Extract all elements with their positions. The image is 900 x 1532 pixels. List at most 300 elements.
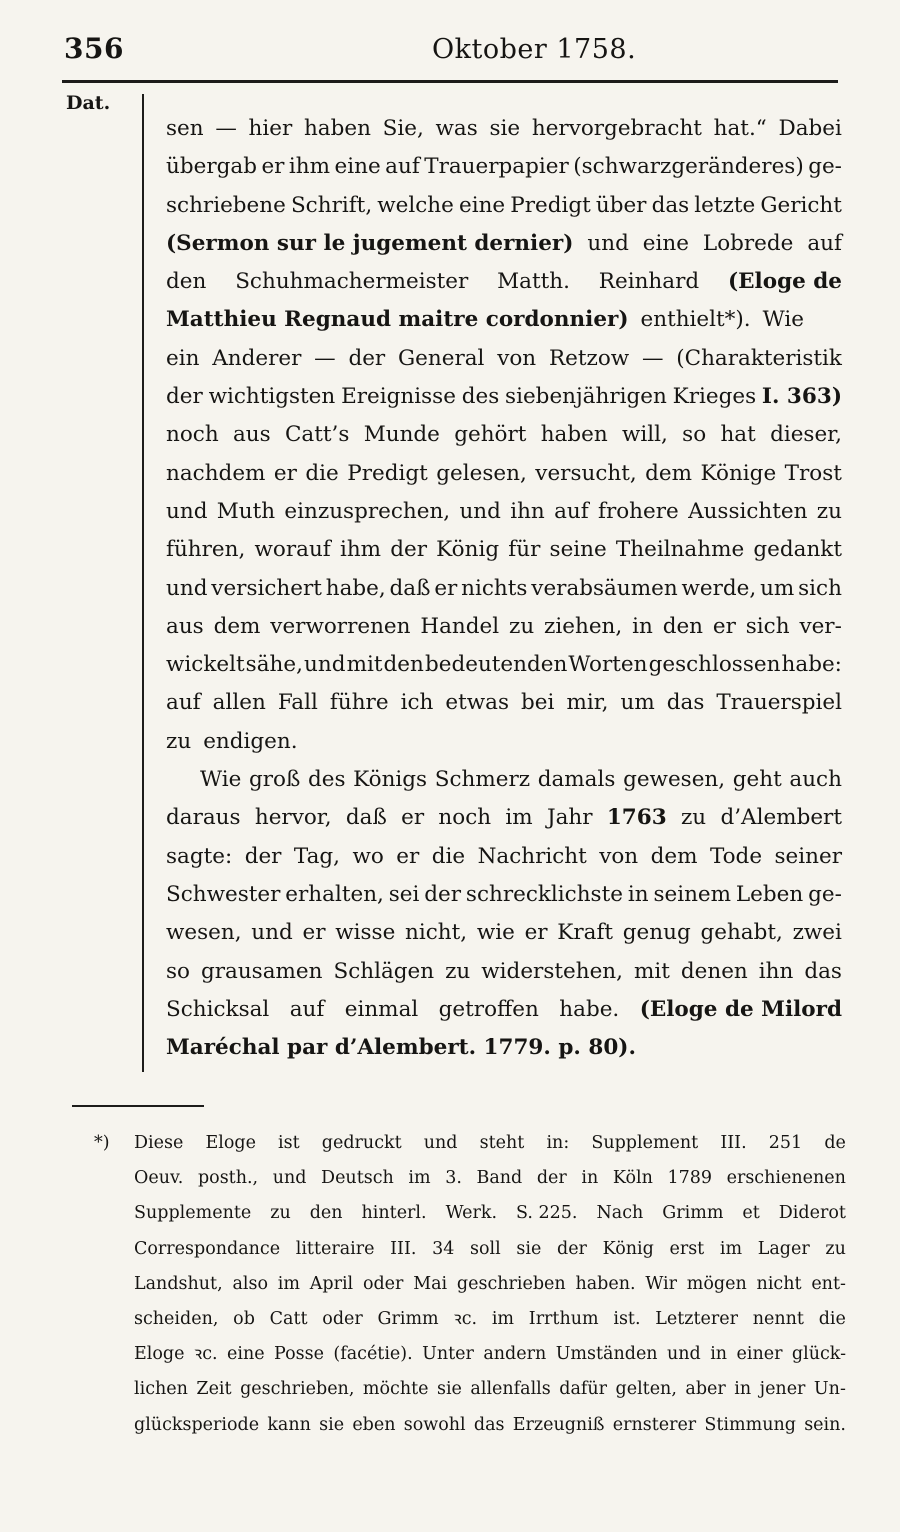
word: glück- — [791, 1344, 846, 1365]
word: Nach — [596, 1203, 644, 1224]
word: allenfalls — [470, 1379, 551, 1400]
word: seine — [549, 537, 607, 563]
word: eine — [458, 192, 506, 218]
margin-rule — [142, 94, 144, 1072]
text-line — [166, 263, 842, 301]
margin-date-label: Dat. — [66, 92, 111, 114]
word: um — [620, 690, 655, 716]
text-line — [166, 187, 842, 225]
word: auf — [554, 498, 589, 524]
word: und — [304, 652, 346, 678]
word: 1763 — [606, 805, 667, 831]
word: haben — [540, 422, 608, 448]
word: im — [277, 1273, 300, 1294]
word: posth., — [197, 1168, 259, 1189]
word: Sie, — [382, 116, 424, 141]
word: Werk. — [445, 1203, 498, 1224]
text-line — [166, 570, 842, 608]
word: erhalten, — [285, 881, 384, 907]
word: Landshut, — [134, 1273, 223, 1294]
word: er — [396, 843, 420, 869]
word: zu — [445, 958, 471, 984]
text-line — [166, 148, 842, 186]
word: der — [244, 843, 282, 869]
word: Dabei — [778, 116, 842, 141]
word: Lager — [757, 1238, 810, 1259]
word: frohere — [598, 498, 679, 524]
word: das — [804, 958, 842, 984]
word: und — [667, 1344, 701, 1365]
word: mögen — [686, 1273, 747, 1294]
word: versucht, — [535, 460, 637, 486]
word: Jahr — [546, 805, 593, 831]
word: und — [587, 230, 629, 256]
word: sen — [166, 116, 204, 141]
word: hervorgebracht — [531, 116, 702, 141]
word: Supplement — [591, 1133, 699, 1153]
word: und — [166, 498, 208, 524]
word: ist. — [613, 1308, 641, 1329]
word: hat — [720, 422, 756, 448]
word: ihm — [339, 537, 382, 563]
word: den — [166, 269, 207, 295]
word: der — [166, 384, 203, 410]
word: lichen — [134, 1379, 188, 1400]
word: haben. — [575, 1273, 636, 1294]
word: will, — [622, 422, 668, 448]
word: nichts — [461, 575, 528, 601]
word: Leben — [735, 881, 804, 907]
word: allen — [212, 690, 266, 716]
word: König — [602, 1238, 654, 1259]
word: sei — [388, 881, 420, 907]
word: Muth — [216, 498, 276, 524]
word: erst — [669, 1238, 705, 1259]
word: gedruckt — [321, 1133, 402, 1153]
page-header — [64, 30, 836, 70]
word: zu — [816, 498, 842, 524]
word: eine — [642, 230, 689, 256]
word: Grimm — [662, 1203, 724, 1224]
text-line — [166, 608, 842, 646]
text-line — [166, 378, 842, 416]
word: sein. — [804, 1414, 846, 1435]
word: III. — [720, 1133, 747, 1153]
word: Eloge — [134, 1344, 185, 1365]
word: Diese — [134, 1133, 184, 1153]
word: wichtigsten — [208, 384, 336, 410]
word: litteraire — [295, 1238, 375, 1259]
text-line — [134, 1267, 846, 1302]
word: Supplemente — [134, 1203, 252, 1224]
word: zu — [509, 613, 535, 639]
footnote-rule — [72, 1105, 204, 1107]
word: im — [491, 1308, 515, 1329]
word: S. 225. — [516, 1203, 578, 1224]
text-line — [134, 1196, 846, 1231]
word: ihm — [288, 154, 331, 180]
word: wickelt — [166, 652, 245, 678]
word: verworrenen — [270, 613, 411, 639]
word: Aussichten — [688, 498, 808, 524]
word: wesen, — [166, 920, 242, 946]
word: er — [401, 805, 425, 831]
word: dafür — [559, 1379, 608, 1400]
word: siebenjährigen — [505, 384, 667, 410]
word: ein — [166, 345, 200, 371]
word: welche — [377, 192, 454, 218]
word: hervor, — [254, 805, 332, 831]
word: Deutsch — [321, 1168, 394, 1189]
word: Schuhmachermeister — [235, 269, 469, 295]
word: sich — [745, 613, 790, 639]
word: Theilnahme — [615, 537, 745, 563]
word: Anderer — [212, 345, 302, 371]
word: Retzow — [548, 345, 630, 371]
word: (Eloge de Milord — [639, 996, 842, 1022]
word: gehabt, — [700, 920, 783, 946]
word: de — [824, 1133, 846, 1153]
word: nennt — [752, 1308, 804, 1329]
text-line — [166, 953, 842, 991]
word: und — [272, 1168, 307, 1189]
word: im — [719, 1238, 743, 1259]
word: was — [435, 116, 478, 141]
word: auf — [166, 690, 201, 716]
word: und — [251, 920, 293, 946]
word: in: — [546, 1133, 570, 1153]
text-line — [134, 1372, 846, 1407]
word: im — [505, 805, 533, 831]
word: ernsterer — [612, 1414, 697, 1435]
word: Matthieu Regnaud maitre cordonnier) — [166, 307, 629, 333]
word: Nachricht — [477, 843, 587, 869]
word: denen — [680, 958, 748, 984]
word: — — [641, 345, 664, 371]
word: 1789 — [667, 1168, 713, 1189]
word: letzte — [694, 192, 756, 218]
word: auf — [807, 230, 842, 256]
page-number: 356 — [64, 32, 124, 65]
word: der — [536, 1168, 567, 1189]
word: in — [581, 1168, 599, 1189]
word: von — [599, 843, 639, 869]
word: gewesen, — [623, 767, 726, 793]
footnote — [96, 1126, 846, 1443]
word: sie — [489, 116, 521, 141]
word: mir, — [566, 690, 609, 716]
word: Posse — [274, 1344, 324, 1365]
word: damals — [537, 767, 616, 793]
word: Irrthum — [528, 1308, 599, 1329]
word: geht — [732, 767, 782, 793]
text-line — [166, 531, 842, 569]
word: glücksperiode — [134, 1414, 260, 1435]
word: Tag, — [293, 843, 340, 869]
word: zu — [166, 728, 192, 754]
word: soll — [470, 1238, 501, 1259]
word: auch — [789, 767, 842, 793]
word: aus — [232, 422, 271, 448]
word: Eloge — [205, 1133, 256, 1153]
word: etwas — [445, 690, 510, 716]
word: genug — [622, 920, 691, 946]
text-line — [134, 1232, 846, 1267]
word: widerstehen, — [481, 958, 623, 984]
text-line — [134, 1126, 846, 1161]
word: gehört — [454, 422, 527, 448]
word: Königs — [353, 767, 428, 793]
word: enthielt*). — [640, 307, 751, 333]
word: gedankt — [753, 537, 842, 563]
word: sagte: — [166, 843, 233, 869]
word: dem — [645, 460, 693, 486]
word: Tode — [709, 843, 763, 869]
word: er — [302, 920, 326, 946]
word: führe — [329, 690, 389, 716]
word: daß — [389, 575, 431, 601]
word: aber — [685, 1379, 726, 1400]
word: Diderot — [778, 1203, 846, 1224]
text-line — [166, 493, 842, 531]
word: geschrieben — [456, 1273, 566, 1294]
word: der — [424, 881, 462, 907]
word: die — [431, 843, 466, 869]
word: hat.“ — [713, 116, 767, 141]
word: Fall — [277, 690, 318, 716]
word: um — [760, 575, 795, 601]
word: einzusprechen, — [284, 498, 451, 524]
word: Matth. — [497, 269, 570, 295]
word: groß — [248, 767, 301, 793]
word: schriebene — [166, 192, 286, 218]
word: er — [434, 575, 458, 601]
word: (Eloge de — [728, 269, 842, 295]
text-line — [134, 1302, 846, 1337]
word: über — [595, 192, 647, 218]
word: Oeuv. — [134, 1168, 184, 1189]
word: grausamen — [200, 958, 323, 984]
word: Predigt — [510, 192, 591, 218]
word: 3. — [445, 1168, 462, 1189]
word: 34 — [432, 1238, 455, 1259]
word: ent- — [811, 1273, 846, 1294]
word: geschrieben, — [240, 1379, 355, 1400]
word: Schwester — [166, 881, 281, 907]
word: sich — [798, 575, 842, 601]
word: Handel — [420, 613, 500, 639]
word: das — [651, 192, 690, 218]
main-text-block — [166, 110, 842, 1067]
text-line — [166, 761, 842, 799]
word: Schicksal — [166, 996, 270, 1022]
word: Umständen — [555, 1344, 658, 1365]
word: Trauerspiel — [716, 690, 842, 716]
word: Wie — [762, 307, 804, 333]
word: et — [742, 1203, 760, 1224]
word: das — [473, 1414, 505, 1435]
word: und — [166, 575, 208, 601]
word: ver- — [799, 613, 842, 639]
word: Köln — [612, 1168, 653, 1189]
word: und — [423, 1133, 458, 1153]
word: jener — [759, 1379, 806, 1400]
word: er — [524, 920, 548, 946]
text-line — [166, 416, 842, 454]
text-line — [134, 1337, 846, 1372]
text-line — [166, 301, 842, 339]
word: noch — [438, 805, 492, 831]
text-line — [166, 684, 842, 722]
word: erschienenen — [726, 1168, 846, 1189]
word: nachdem — [166, 460, 266, 486]
word: nicht, — [405, 920, 468, 946]
word: worauf — [254, 537, 331, 563]
word: zwei — [792, 920, 842, 946]
word: — — [314, 345, 336, 371]
text-line — [166, 723, 842, 761]
word: habe: — [781, 652, 842, 678]
word: zu — [825, 1238, 846, 1259]
word: Unter — [422, 1344, 474, 1365]
word: Grimm — [377, 1308, 439, 1329]
word: Lobrede — [702, 230, 794, 256]
word: er — [261, 154, 285, 180]
word: (schwarzgeränderes) — [573, 154, 804, 180]
word: Un- — [813, 1379, 846, 1400]
word: so — [166, 958, 190, 984]
word: im — [408, 1168, 431, 1189]
word: in — [710, 1344, 728, 1365]
word: König — [436, 537, 500, 563]
word: habe. — [559, 996, 620, 1022]
word: (Charakteristik — [676, 345, 842, 371]
word: ge- — [808, 881, 842, 907]
word: sowohl — [403, 1414, 466, 1435]
word: ihn — [758, 958, 794, 984]
word: der — [557, 1238, 587, 1259]
word: hinterl. — [361, 1203, 427, 1224]
text-line — [166, 1029, 842, 1067]
word: die — [305, 460, 339, 486]
word: übergab — [166, 154, 257, 180]
word: daraus — [166, 805, 241, 831]
word: Predigt — [347, 460, 428, 486]
footnote-marker: *) — [94, 1133, 110, 1153]
word: Krieges — [672, 384, 757, 410]
word: Correspondance — [134, 1238, 281, 1259]
word: geschlossen — [648, 652, 781, 678]
word: 251 — [768, 1133, 803, 1153]
word: Worten — [568, 652, 648, 678]
word: Wir — [645, 1273, 678, 1294]
word: Schmerz — [434, 767, 531, 793]
word: Catt’s — [284, 422, 350, 448]
word: ihn — [510, 498, 545, 524]
word: ꝛc. — [193, 1344, 218, 1365]
word: daß — [345, 805, 387, 831]
word: Mai — [413, 1273, 448, 1294]
word: Schlägen — [333, 958, 435, 984]
word: Schrift, — [290, 192, 373, 218]
word: die — [818, 1308, 846, 1329]
word: endigen. — [203, 728, 298, 754]
word: schrecklichste — [465, 881, 623, 907]
word: seinem — [653, 881, 732, 907]
word: — — [215, 116, 237, 141]
word: hier — [248, 116, 293, 141]
word: den — [662, 613, 704, 639]
word: seiner — [774, 843, 842, 869]
word: dieser, — [770, 422, 842, 448]
word: sie — [319, 1414, 345, 1435]
word: andern — [483, 1344, 547, 1365]
word: dem — [213, 613, 261, 639]
word: wie — [476, 920, 515, 946]
word: gelesen, — [436, 460, 527, 486]
text-line — [134, 1408, 846, 1443]
word: sie — [436, 1379, 462, 1400]
word: der — [390, 537, 427, 563]
word: Catt — [269, 1308, 308, 1329]
word: des — [461, 384, 500, 410]
word: des — [307, 767, 346, 793]
word: Ereignisse — [341, 384, 456, 410]
word: Kraft — [557, 920, 614, 946]
word: sähe, — [245, 652, 303, 678]
running-head: Oktober 1758. — [432, 34, 637, 65]
word: (facétie). — [333, 1344, 413, 1365]
word: haben — [303, 116, 371, 141]
word: von — [497, 345, 537, 371]
text-line — [134, 1161, 846, 1196]
word: aus — [166, 613, 204, 639]
word: verabsäumen — [531, 575, 678, 601]
word: zu — [680, 805, 707, 831]
word: bedeutenden — [424, 652, 568, 678]
word: den — [309, 1203, 343, 1224]
word: Wie — [200, 767, 242, 793]
word: für — [508, 537, 541, 563]
word: eine — [227, 1344, 265, 1365]
word: Band — [476, 1168, 523, 1189]
word: steht — [479, 1133, 525, 1153]
word: III. — [390, 1238, 417, 1259]
word: werde, — [681, 575, 757, 601]
word: der — [348, 345, 386, 371]
word: Reinhard — [598, 269, 700, 295]
word: ge- — [808, 154, 842, 180]
word: auf — [385, 154, 420, 180]
word: oder — [322, 1308, 363, 1329]
word: kann — [267, 1414, 311, 1435]
text-line — [166, 110, 842, 148]
word: Könige — [700, 460, 777, 486]
word: so — [682, 422, 707, 448]
word: getroffen — [438, 996, 539, 1022]
word: bei — [521, 690, 555, 716]
word: möchte — [362, 1379, 429, 1400]
word: er — [273, 460, 297, 486]
word: sie — [516, 1238, 542, 1259]
word: Stimmung — [704, 1414, 796, 1435]
word: Gericht — [760, 192, 842, 218]
text-line — [166, 799, 842, 837]
footnote-text — [134, 1126, 846, 1443]
word: scheiden, — [134, 1308, 219, 1329]
word: eben — [352, 1414, 396, 1435]
word: versichert — [211, 575, 322, 601]
